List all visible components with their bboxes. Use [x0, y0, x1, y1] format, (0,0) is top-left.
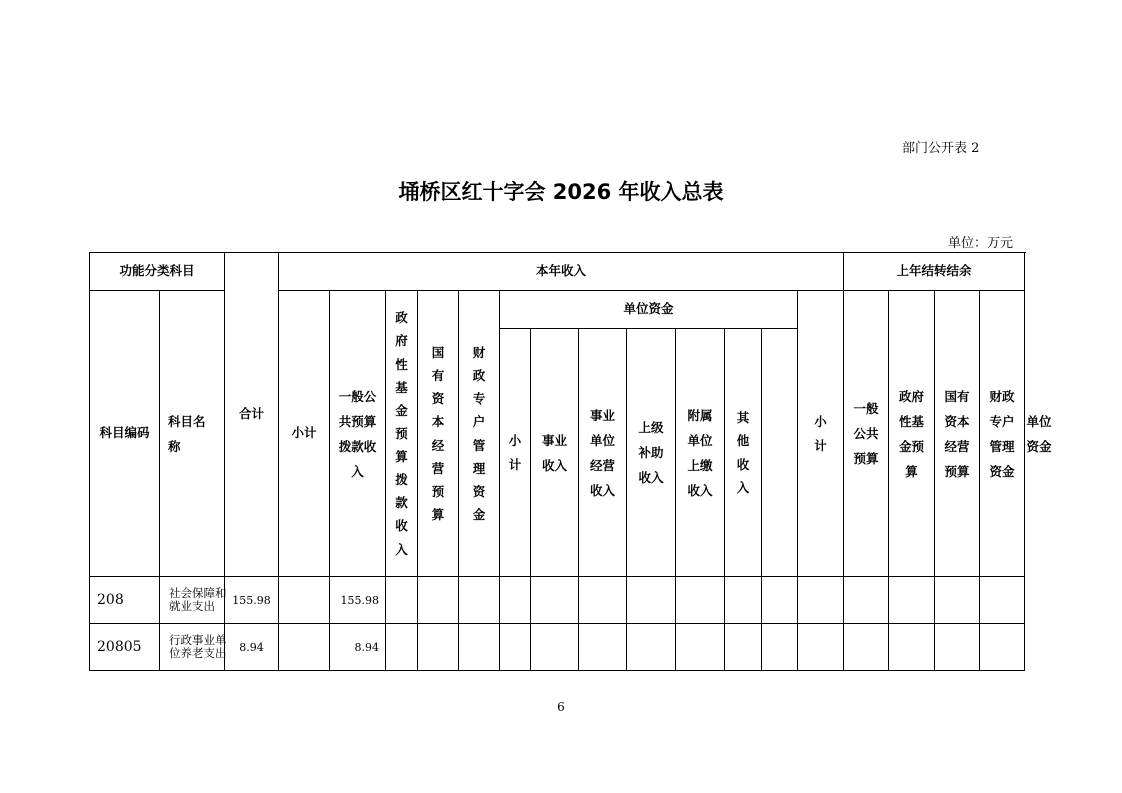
table-row [90, 624, 1025, 671]
row-code: 20805 [90, 624, 160, 671]
header-unit-funds: 单位资金 [500, 291, 798, 329]
header-carryover: 上年结转结余 [844, 253, 1025, 291]
table-row [90, 577, 1025, 624]
header-co-state-capital: 国有资本经营预算 [935, 291, 980, 577]
header-state-capital: 国有资本经营预算 [418, 291, 459, 577]
header-total: 合计 [225, 253, 279, 577]
header-gov-fund: 政府性基金预算拨款收入 [386, 291, 418, 577]
header-co-fiscal-special: 财政专户管理资金 [980, 291, 1025, 577]
row-total: 155.98 [225, 577, 279, 624]
row-subtotal [279, 624, 330, 671]
header-fiscal-special: 财政专户管理资金 [459, 291, 500, 577]
header-func-category: 功能分类科目 [90, 253, 225, 291]
header-subtotal: 小计 [279, 291, 330, 577]
header-current-income: 本年收入 [279, 253, 844, 291]
header-uf-affiliate: 附属单位上缴收入 [676, 329, 725, 577]
row-subtotal [279, 577, 330, 624]
row-total: 8.94 [225, 624, 279, 671]
row-general-budget: 155.98 [330, 577, 386, 624]
header-general-budget: 一般公共预算拨款收入 [330, 291, 386, 577]
row-general-budget: 8.94 [330, 624, 386, 671]
header-uf-operating: 事业单位经营收入 [579, 329, 627, 577]
page-title: 埇桥区红十字会 2026 年收入总表 [398, 180, 724, 204]
header-uf-subsidy: 上级补助收入 [627, 329, 676, 577]
header-co-general: 一般公共预算 [844, 291, 889, 577]
header-code: 科目编码 [90, 291, 160, 577]
header-uf-subtotal: 小计 [500, 329, 531, 577]
header-co-subtotal: 小计 [798, 291, 844, 577]
header-co-gov-fund: 政府性基金预算 [889, 291, 935, 577]
form-number: 部门公开表 2 [902, 141, 980, 156]
header-name: 科目名称 [160, 291, 225, 577]
page-number: 6 [557, 700, 565, 714]
row-code: 208 [90, 577, 160, 624]
header-uf-other: 其他收入 [725, 329, 762, 577]
income-summary-table: 功能分类科目 合计 本年收入 上年结转结余 科目编码 科目名称 小计 一般公共预算拨款收入 政府性基金预算拨款收入 国有资本经营预算 财政专户管理资金 单位资金 小计 一般公共预算 政府性基金预算 国有资本经营预算 财政专户管理资金 单位资金 小计 事业收入 事业单位经营收入 上级补助收入 附属单位上缴收入 其他收入 208 社会保障和就业支出 155.98 155.98 20805 行政事业单位养老支出 8.94 8.94 [89, 252, 1025, 671]
header-uf-business: 事业收入 [531, 329, 579, 577]
unit-label: 单位：万元 [948, 236, 1014, 251]
row-name: 社会保障和就业支出 [160, 577, 225, 624]
row-name: 行政事业单位养老支出 [160, 624, 225, 671]
